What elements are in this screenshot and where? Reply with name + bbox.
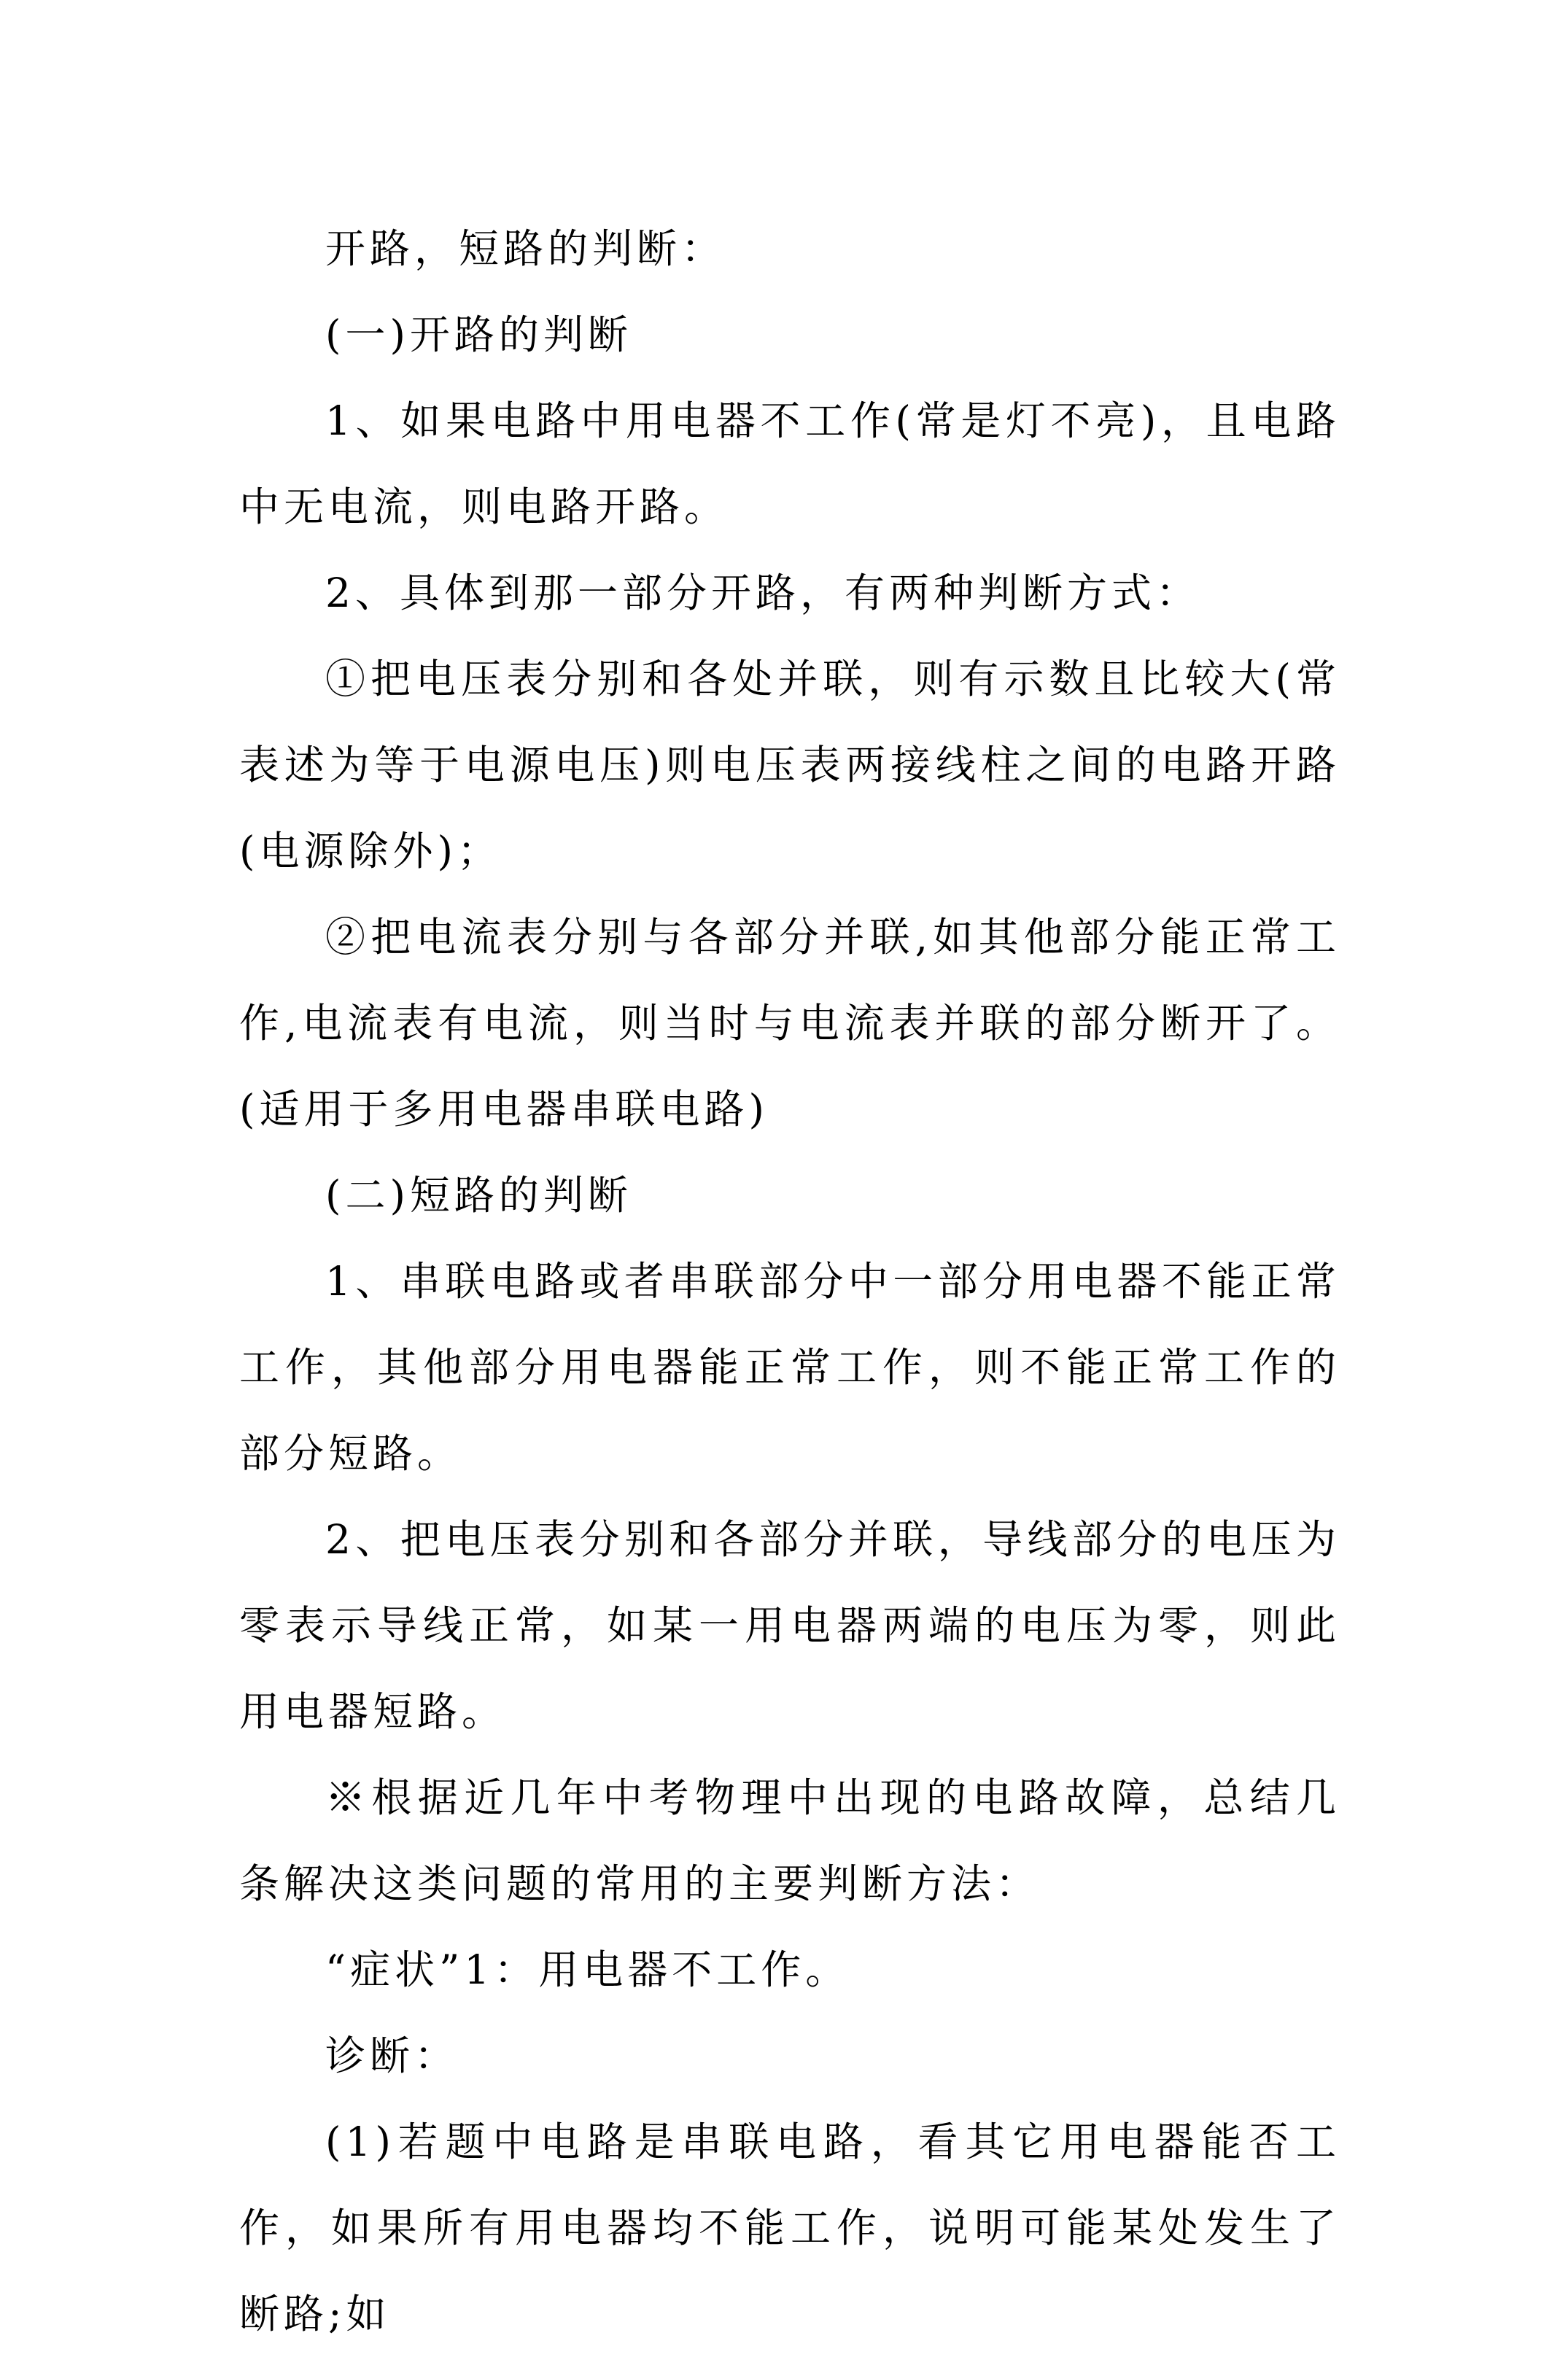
paragraph: ※根据近几年中考物理中出现的电路故障，总结几条解决这类问题的常用的主要判断方法： xyxy=(239,1774,1340,1907)
paragraph: 1、如果电路中用电器不工作(常是灯不亮)，且电路中无电流，则电路开路。 xyxy=(239,397,1340,530)
section-title-open-circuit: (一)开路的判断 xyxy=(325,311,632,358)
paragraph: 1、串联电路或者串联部分中一部分用电器不能正常工作，其他部分用电器能正常工作，则不能正常工作的部分短路。 xyxy=(239,1258,1340,1477)
paragraph-heading: 开路，短路的判断： xyxy=(325,225,726,272)
section-title-short-circuit: (二)短路的判断 xyxy=(325,1172,632,1219)
paragraph: 2、具体到那一部分开路，有两种判断方式： xyxy=(325,570,1200,616)
document-body xyxy=(239,206,1340,2357)
paragraph: (1)若题中电路是串联电路，看其它用电器能否工作，如果所有用电器均不能工作，说明可能某处发生了断路;如 xyxy=(239,2119,1340,2337)
paragraph: ②把电流表分别与各部分并联,如其他部分能正常工作,电流表有电流，则当时与电流表并联的部分断开了。(适用于多用电器串联电路) xyxy=(239,914,1340,1133)
paragraph: “症状”1：用电器不工作。 xyxy=(325,1946,850,1993)
paragraph: ①把电压表分别和各处并联，则有示数且比较大(常表述为等于电源电压)则电压表两接线柱之间的电路开路(电源除外)； xyxy=(239,656,1340,874)
paragraph: 2、把电压表分别和各部分并联，导线部分的电压为零表示导线正常，如某一用电器两端的电压为零，则此用电器短路。 xyxy=(239,1516,1340,1735)
paragraph: 诊断： xyxy=(325,2032,459,2079)
